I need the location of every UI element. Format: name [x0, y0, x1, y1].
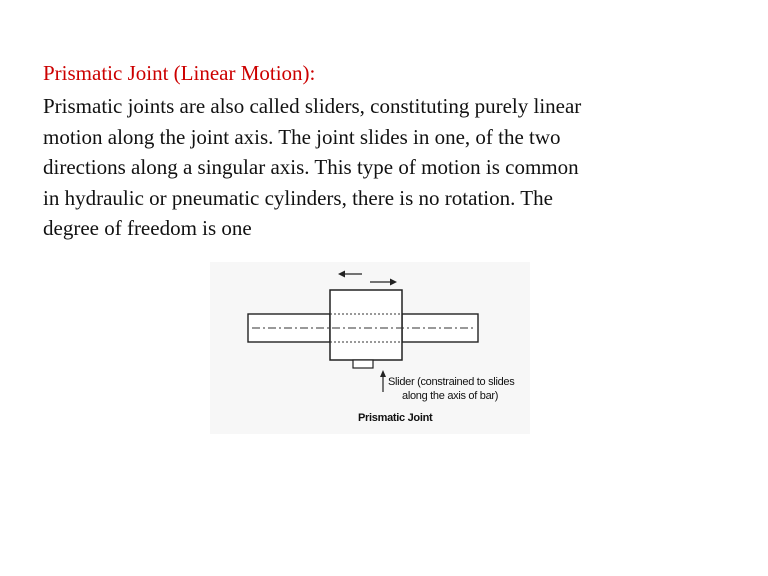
slider-block: [330, 290, 402, 360]
slide-title: Prismatic Joint (Linear Motion):: [43, 61, 316, 85]
body-line-5: degree of freedom is one: [43, 216, 252, 240]
body-line-4: in hydraulic or pneumatic cylinders, there is no rotation. The: [43, 185, 553, 210]
prismatic-joint-figure: [210, 262, 530, 434]
body-line-2: motion along the joint axis. The joint slides in one, of the two: [43, 124, 561, 149]
figure-caption-line-1: Slider (constrained to slides: [388, 376, 515, 388]
figure-title: Prismatic Joint: [358, 412, 433, 424]
slider-tab: [353, 360, 373, 368]
body-line-3: directions along a singular axis. This type of motion is common: [43, 155, 579, 179]
slide-body: [43, 91, 733, 244]
figure-caption-line-2: along the axis of bar): [402, 390, 499, 402]
body-line-1: Prismatic joints are also called sliders, constituting purely linear: [43, 94, 582, 118]
prismatic-joint-diagram: [210, 262, 530, 434]
